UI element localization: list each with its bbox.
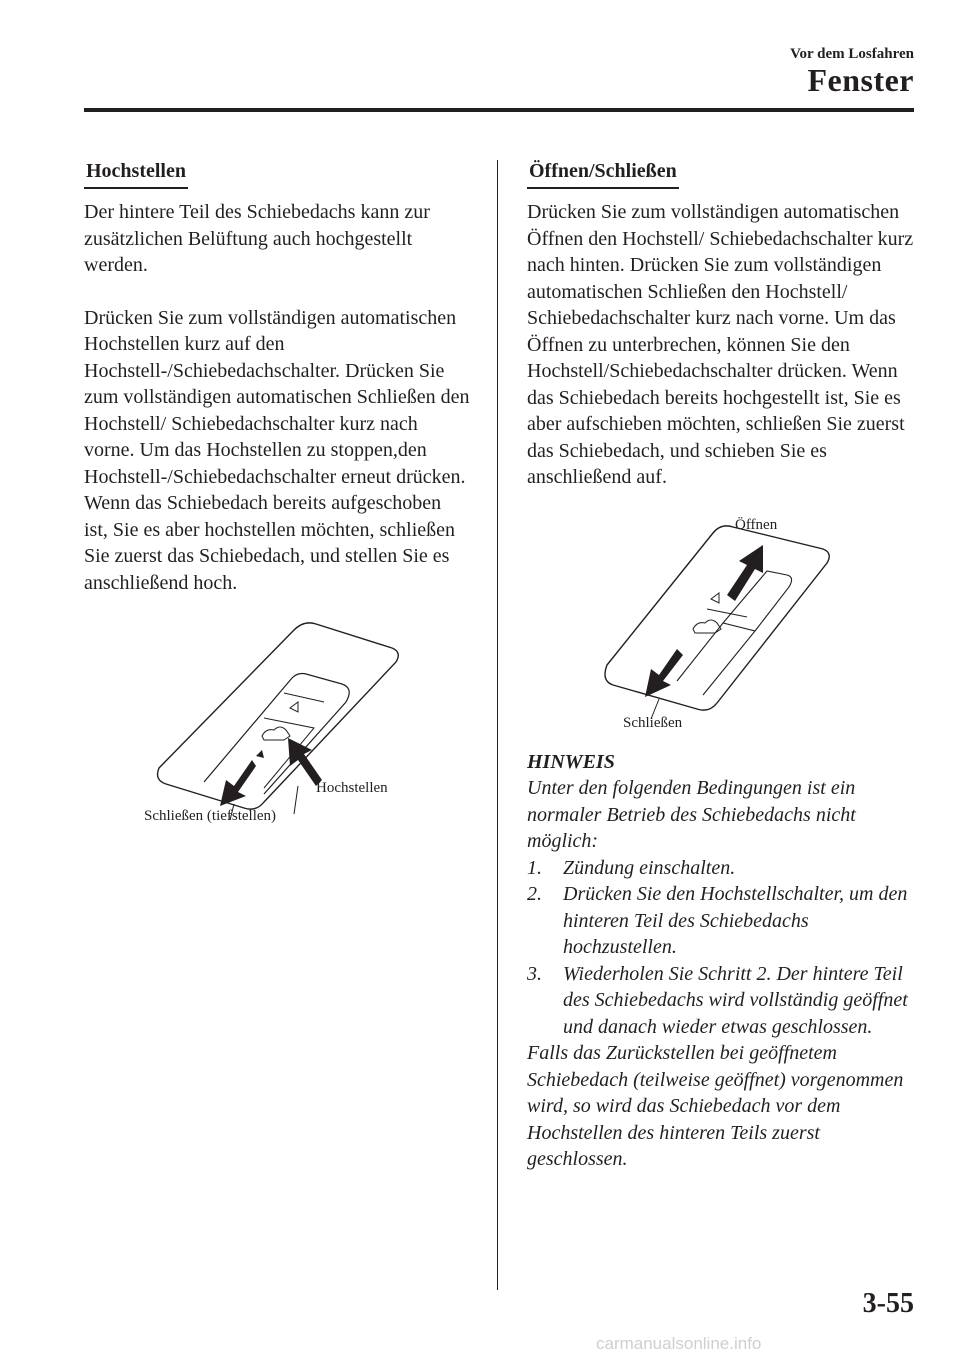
tilt-switch-figure (84, 608, 470, 838)
heading-oeffnen-schliessen: Öffnen/Schließen (527, 158, 679, 189)
column-divider (497, 160, 498, 1290)
label-schliessen: Schließen (623, 714, 683, 731)
open-close-paragraph: Drücken Sie zum vollständigen automatischen Öffnen den Hochstell/ Schiebedachschalter kurz nach hinten. Drücken Sie zum vollständigen automatischen Schließen den Hochstell/ Schiebedachschalter kurz nach vorne. Um das Öffnen zu unterbrechen, können Sie den Hochstell/Schiebedachschalter drücken. Wenn das Schiebedach bereits hochgestellt ist, Sie es aber aufschieben möchten, schließen Sie zuerst das Schiebedach, und schieben Sie es anschließend auf. (527, 201, 914, 488)
open-up-arrow-icon (727, 545, 763, 601)
heading-hochstellen: Hochstellen (84, 158, 188, 189)
list-item-number: 3. (527, 962, 542, 985)
open-close-switch-figure (527, 505, 917, 735)
tilt-instructions-paragraph: Drücken Sie zum vollständigen automatischen Hochstellen kurz auf den Hochstell-/Schiebedachschalter. Drücken Sie zum vollständigen automatischen Schließen den Hochstell/ Schiebedachschalter kurz nach vorne. Um das Hochstellen zu stoppen,den Hochstell-/Schiebedachschalter erneut drücken. Wenn das Schiebedach bereits aufgeschoben ist, Sie es aber hochstellen möchten, schließen Sie zuerst das Schiebedach, und stellen Sie es anschließend hoch. (84, 306, 470, 594)
close-down-arrow-icon (220, 760, 256, 806)
note-intro: Unter den folgenden Bedingungen ist ein normaler Betrieb des Schiebedachs nicht möglich: (527, 777, 856, 852)
note-title: HINWEIS (527, 750, 615, 773)
close-down-arrow-icon (645, 649, 683, 697)
label-hochstellen: Hochstellen (316, 780, 388, 796)
label-schliessen-tiefstellen: Schließen (tiefstellen) (144, 808, 277, 824)
list-item-number: 2. (527, 883, 542, 905)
intro-paragraph: Der hintere Teil des Schiebedachs kann zur zusätzlichen Belüftung auch hochgestellt werden. (84, 201, 430, 276)
list-item-text: Drücken Sie den Hochstellschalter, um den hinteren Teil des Schiebedachs hochzustellen. (563, 883, 908, 958)
page-title: Fenster (807, 62, 914, 98)
list-item-text: Wiederholen Sie Schritt 2. Der hintere Teil des Schiebedachs wird vollständig geöffnet und danach wieder etwas geschlossen. (563, 962, 908, 1038)
page-number: 3-55 (862, 1288, 914, 1319)
note-list (527, 855, 917, 1041)
open-close-switch-illustration (527, 505, 917, 735)
list-item (527, 881, 917, 961)
left-column (84, 158, 470, 838)
list-item-text: Zündung einschalten. (563, 856, 736, 879)
watermark: carmanualsonline.info (596, 1334, 762, 1353)
section-title: Vor dem Losfahren (790, 46, 914, 62)
list-item (527, 855, 917, 882)
list-item-number: 1. (527, 856, 542, 879)
list-item (527, 961, 917, 1041)
right-column (527, 158, 917, 1173)
tilt-switch-illustration (84, 608, 470, 838)
header-rule (84, 108, 914, 112)
note-block (527, 749, 917, 1173)
note-outro: Falls das Zurückstellen bei geöffnetem Schiebedach (teilweise geöffnet) vorgenommen wird, so wird das Schiebedach vor dem Hochstellen des hinteren Teils zuerst geschlossen. (527, 1042, 904, 1170)
label-oeffnen: Öffnen (735, 516, 778, 533)
